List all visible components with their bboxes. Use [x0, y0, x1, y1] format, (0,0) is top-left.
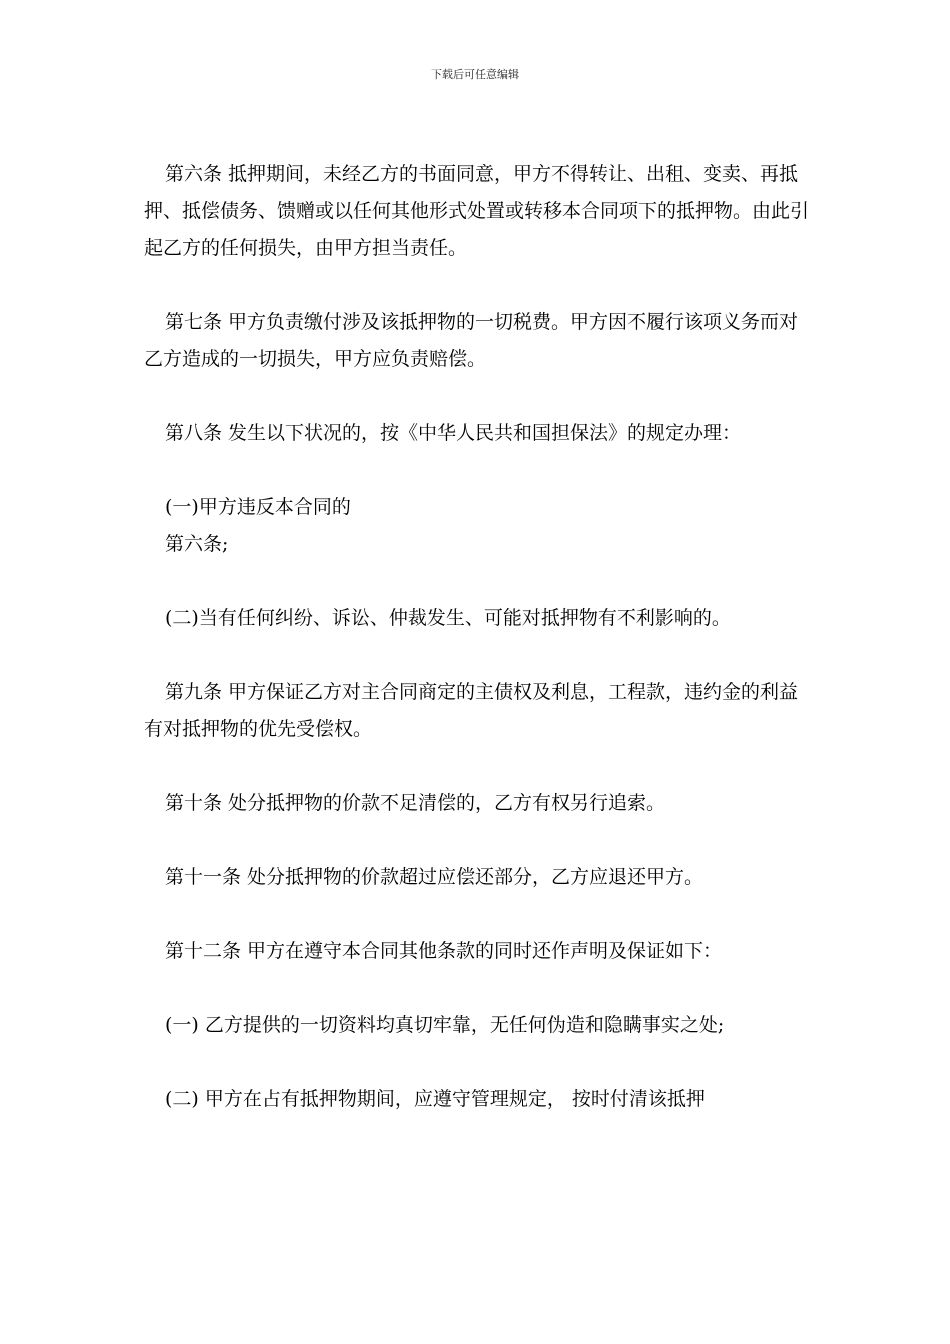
article-6: 第六条 抵押期间，未经乙方的书面同意，甲方不得转让、出租、变卖、再抵押、抵偿债务、馈赠或以任何其他形式处置或转移本合同项下的抵押物。由此引起乙方的任何损失，由甲方担当责任。	[144, 163, 810, 259]
article-11: 第十一条 处分抵押物的价款超过应偿还部分，乙方应退还甲方。	[165, 866, 704, 888]
article-8-item-1: (一)甲方违反本合同的	[165, 496, 351, 518]
article-9: 第九条 甲方保证乙方对主合同商定的主债权及利息，工程款，违约金的利益有对抵押物的优先受偿权。	[144, 681, 799, 740]
article-7: 第七条 甲方负责缴付涉及该抵押物的一切税费。甲方因不履行该项义务而对乙方造成的一切损失，甲方应负责赔偿。	[144, 311, 799, 370]
article-12: 第十二条 甲方在遵守本合同其他条款的同时还作声明及保证如下：	[165, 940, 723, 962]
article-12-item-1: (一) 乙方提供的一切资料均真切牢靠，无任何伪造和隐瞒事实之处;	[165, 1014, 725, 1036]
article-8-item-1-continued: 第六条;	[165, 533, 229, 555]
article-12-item-2: (二) 甲方在占有抵押物期间，应遵守管理规定， 按时付清该抵押	[165, 1088, 705, 1110]
article-8-item-2: (二)当有任何纠纷、诉讼、仲裁发生、可能对抵押物有不利影响的。	[165, 607, 731, 629]
page-header-note: 下载后可任意编辑	[431, 68, 519, 81]
article-10: 第十条 处分抵押物的价款不足清偿的，乙方有权另行追索。	[165, 792, 666, 814]
document-body	[144, 156, 816, 1155]
article-8: 第八条 发生以下状况的，按《中华人民共和国担保法》的规定办理：	[165, 422, 742, 444]
